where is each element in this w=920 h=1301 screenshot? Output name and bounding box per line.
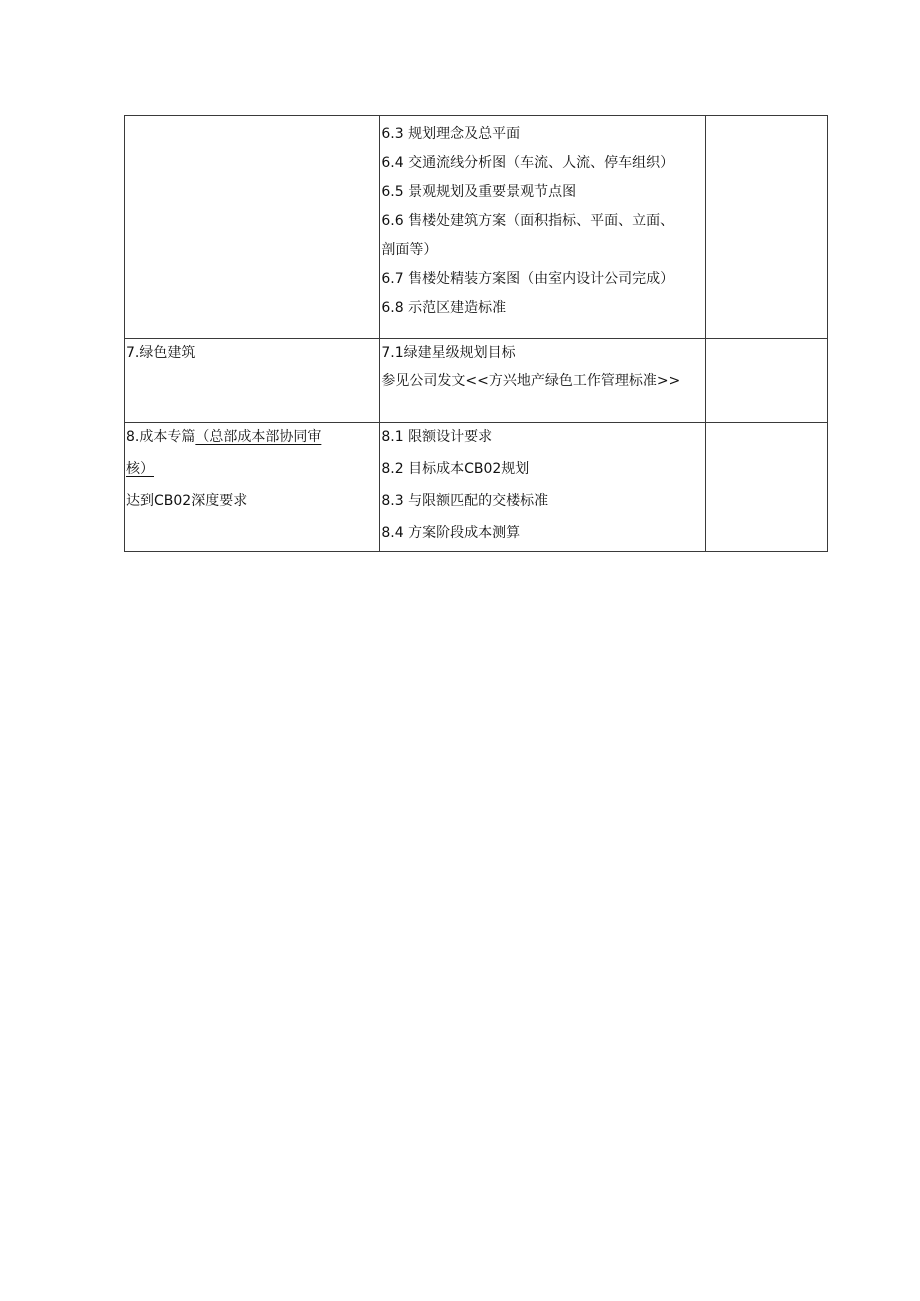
table-cell-content [380, 423, 705, 552]
list-item: 7.1绿建星级规划目标 [381, 345, 516, 361]
list-item: 8.1 限额设计要求 [381, 429, 493, 445]
list-item: 剖面等） [381, 242, 438, 258]
list-item: 8.3 与限额匹配的交楼标准 [381, 493, 549, 509]
category-note: 核） [126, 461, 154, 477]
table-cell-remarks [705, 339, 827, 423]
category-requirement: 达到CB02深度要求 [126, 493, 248, 509]
table-cell-category [125, 423, 380, 552]
table-row [125, 423, 828, 552]
list-item: 8.2 目标成本CB02规划 [381, 461, 530, 477]
list-item: 参见公司发文<<方兴地产绿色工作管理标准>> [381, 373, 681, 389]
table-cell-content [380, 339, 705, 423]
category-label: 7.绿色建筑 [126, 345, 196, 361]
category-label: 8.成本专篇（总部成本部协同审 [126, 429, 322, 445]
list-item: 6.7 售楼处精装方案图（由室内设计公司完成） [381, 271, 675, 287]
category-note: （总部成本部协同审 [195, 429, 322, 445]
table-row [125, 116, 828, 339]
requirements-table [124, 115, 828, 552]
table-row [125, 339, 828, 423]
table-cell-content [380, 116, 705, 339]
table-cell-remarks [705, 423, 827, 552]
list-item: 6.3 规划理念及总平面 [381, 126, 521, 142]
list-item: 6.6 售楼处建筑方案（面积指标、平面、立面、 [381, 213, 675, 229]
list-item: 8.4 方案阶段成本测算 [381, 525, 521, 541]
table-cell-category [125, 339, 380, 423]
list-item: 6.8 示范区建造标准 [381, 300, 507, 316]
list-item: 6.4 交通流线分析图（车流、人流、停车组织） [381, 155, 675, 171]
table-cell-remarks [705, 116, 827, 339]
table-cell-category [125, 116, 380, 339]
list-item: 6.5 景观规划及重要景观节点图 [381, 184, 577, 200]
